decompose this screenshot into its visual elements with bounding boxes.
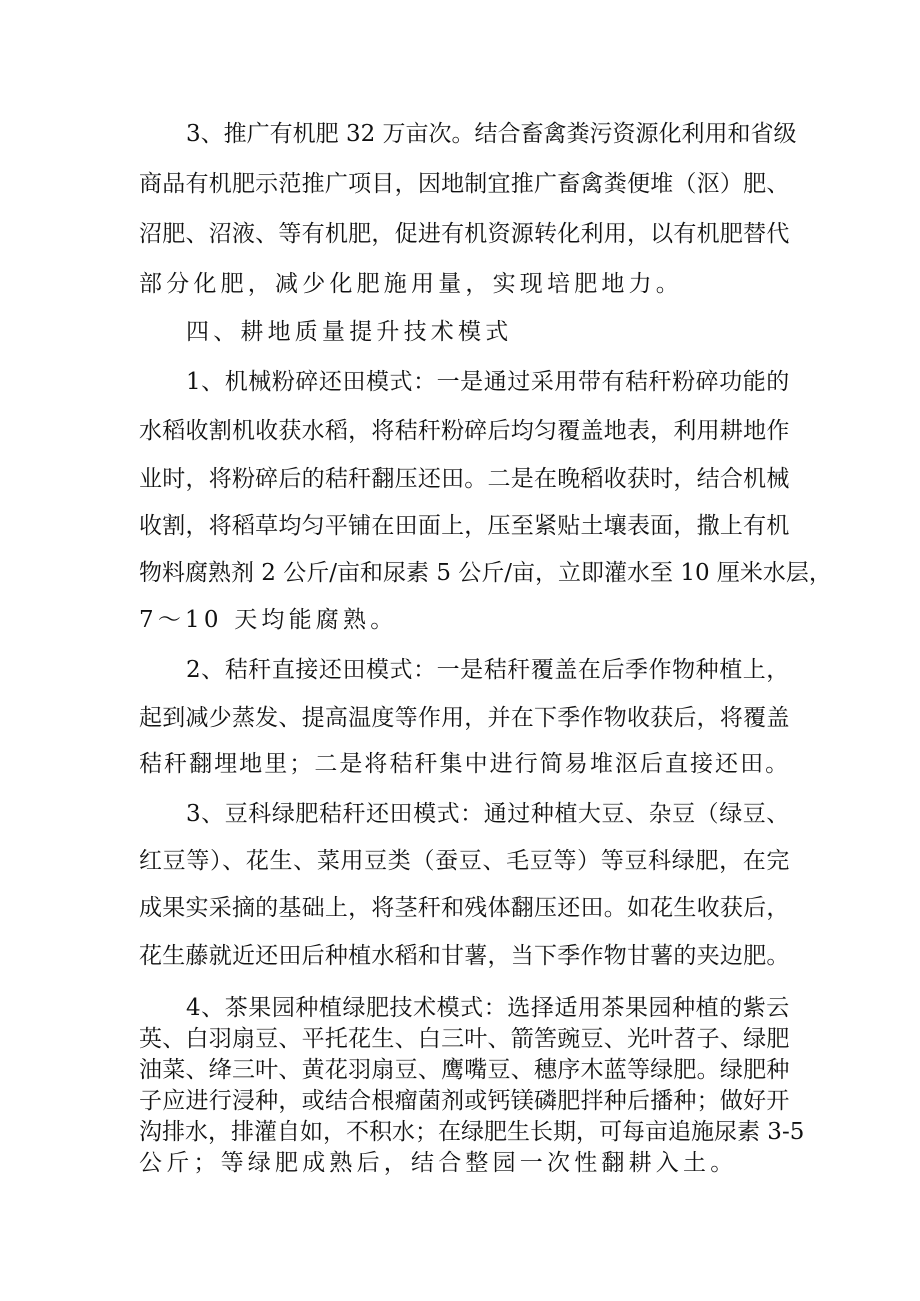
text-line: 3、豆科绿肥秸秆还田模式：通过种植大豆、杂豆（绿豆、 <box>186 801 790 827</box>
text-line: 3、推广有机肥 32 万亩次。结合畜禽粪污资源化利用和省级 <box>186 121 797 147</box>
text-line: 成果实采摘的基础上，将茎秆和残体翻压还田。如花生收获后， <box>139 895 790 921</box>
text-line: 花生藤就近还田后种植水稻和甘薯，当下季作物甘薯的夹边肥。 <box>139 943 790 969</box>
text-line: 子应进行浸种，或结合根瘤菌剂或钙镁磷肥拌种后播种；做好开 <box>139 1088 790 1114</box>
text-line: 物料腐熟剂 2 公斤/亩和尿素 5 公斤/亩，立即灌水至 10 厘米水层， <box>139 560 832 586</box>
text-line: 沟排水，排灌自如，不积水；在绿肥生长期，可每亩追施尿素 3-5 <box>139 1119 805 1145</box>
text-line: 商品有机肥示范推广项目，因地制宜推广畜禽粪便堆（沤）肥、 <box>139 171 790 197</box>
text-line: 2、秸秆直接还田模式：一是秸秆覆盖在后季作物种植上， <box>186 657 790 683</box>
text-line: 收割，将稻草均匀平铺在田面上，压至紧贴土壤表面，撒上有机 <box>139 513 790 539</box>
text-line: 沼肥、沼液、等有机肥，促进有机资源转化利用，以有机肥替代 <box>139 221 790 247</box>
text-line: 1、机械粉碎还田模式：一是通过采用带有秸秆粉碎功能的 <box>186 369 790 395</box>
text-line: 公斤；等绿肥成熟后，结合整园一次性翻耕入土。 <box>139 1150 738 1176</box>
text-line: 水稻收割机收获水稻，将秸秆粉碎后均匀覆盖地表，利用耕地作 <box>139 418 790 444</box>
text-line: 秸秆翻埋地里；二是将秸秆集中进行简易堆沤后直接还田。 <box>139 751 791 777</box>
text-line: 油菜、绛三叶、黄花羽扇豆、鹰嘴豆、穗序木蓝等绿肥。绿肥种 <box>139 1057 790 1083</box>
text-line: 4、茶果园种植绿肥技术模式：选择适用茶果园种植的紫云 <box>186 995 790 1021</box>
text-line: 起到减少蒸发、提高温度等作用，并在下季作物收获后，将覆盖 <box>139 705 790 731</box>
text-line: 7～10 天均能腐熟。 <box>139 607 398 633</box>
text-line: 部分化肥，减少化肥施用量，实现培肥地力。 <box>139 271 683 297</box>
text-line: 业时，将粉碎后的秸秆翻压还田。二是在晚稻收获时，结合机械 <box>139 466 790 492</box>
section-heading: 四、耕地质量提升技术模式 <box>186 319 513 345</box>
text-line: 英、白羽扇豆、平托花生、白三叶、箭筈豌豆、光叶苕子、绿肥 <box>139 1026 790 1052</box>
text-line: 红豆等）、花生、菜用豆类（蚕豆、毛豆等）等豆科绿肥，在完 <box>139 848 791 874</box>
